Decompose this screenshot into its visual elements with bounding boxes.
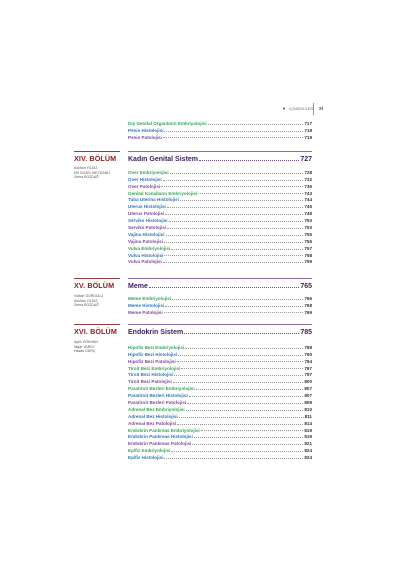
toc-entry-page: 824 bbox=[304, 455, 312, 461]
toc-entry[interactable] bbox=[128, 433, 312, 440]
toc-entry-label: Vulva Embriyolojisi bbox=[128, 245, 171, 251]
toc-entry-label: Paratiroit Bezleri Embriyolojisi bbox=[128, 386, 195, 392]
authors-16 bbox=[74, 340, 98, 354]
leader-dots bbox=[179, 417, 304, 418]
chapter-title-rule-15 bbox=[128, 278, 312, 279]
leader-dots bbox=[164, 255, 303, 256]
toc-entry-page: 807 bbox=[304, 393, 312, 399]
toc-entry-page: 719 bbox=[304, 134, 312, 140]
toc-entry-label: Genital Kanalların Embriyolojisi bbox=[128, 190, 198, 196]
toc-entry[interactable] bbox=[128, 412, 312, 419]
toc-entry[interactable] bbox=[128, 453, 312, 460]
toc-entry[interactable] bbox=[128, 426, 312, 433]
leader-dots bbox=[164, 242, 303, 243]
toc-entry-label: Adrenal Bez Histolojisi bbox=[128, 413, 178, 419]
pre-entry-list bbox=[128, 119, 312, 140]
leader-dots bbox=[180, 200, 303, 201]
leader-dots bbox=[184, 333, 299, 334]
leader-dots bbox=[166, 235, 304, 236]
toc-entry-page: 744 bbox=[304, 197, 312, 203]
toc-entry-page: 768 bbox=[304, 302, 312, 308]
toc-entry[interactable] bbox=[128, 230, 312, 237]
leader-dots bbox=[177, 361, 304, 362]
toc-entry[interactable] bbox=[128, 209, 312, 216]
toc-entry-page: 759 bbox=[304, 259, 312, 265]
toc-entry-label: Adrenal Bez Embriyolojisi bbox=[128, 406, 185, 412]
leader-dots bbox=[167, 207, 304, 208]
toc-entry-label: Tuba Uterina Histolojisi bbox=[128, 197, 179, 203]
authors-15 bbox=[74, 294, 103, 308]
author: Nigar VARDI bbox=[74, 344, 94, 349]
toc-entry-label: Paratiroit Bezleri Histolojisi bbox=[128, 393, 188, 399]
toc-entry[interactable] bbox=[128, 133, 312, 140]
toc-entry-label: Endokrin Pankreas Embriyolojisi bbox=[128, 427, 200, 433]
chapter-title-15[interactable] bbox=[128, 281, 312, 290]
toc-entry-label: Endokrin Pankreas Patolojisi bbox=[128, 441, 192, 447]
chapter-page: 727 bbox=[300, 156, 312, 163]
toc-entry-page: 790 bbox=[304, 351, 312, 357]
toc-entry-label: Vajina Patolojisi bbox=[128, 238, 163, 244]
toc-entry-page: 814 bbox=[304, 420, 312, 426]
leader-dots bbox=[164, 458, 303, 459]
chapter-entry-list-15 bbox=[128, 294, 312, 315]
leader-dots bbox=[187, 403, 303, 404]
toc-entry-label: Uterus Histolojisi bbox=[128, 204, 166, 210]
toc-entry-page: 758 bbox=[304, 252, 312, 258]
toc-entry[interactable] bbox=[128, 377, 312, 384]
leader-dots bbox=[194, 437, 303, 438]
chapter-page: 765 bbox=[300, 283, 312, 290]
author: Volkan GÜRGÜLÜ bbox=[74, 294, 103, 298]
page-header bbox=[282, 105, 382, 115]
header-divider bbox=[313, 103, 314, 115]
author: Aslıhan YILDIZ bbox=[74, 298, 98, 303]
toc-entry-label: Over Embriyolojisi bbox=[128, 169, 169, 175]
toc-entry[interactable] bbox=[128, 350, 312, 357]
chapter-number-14: XIV. BÖLÜM bbox=[74, 154, 117, 163]
chapter-entry-list-16 bbox=[128, 343, 312, 460]
toc-entry-label: Serviks Histolojisi bbox=[128, 218, 168, 224]
leader-dots bbox=[165, 214, 303, 215]
toc-entry-label: Penis Patolojisi bbox=[128, 134, 162, 140]
toc-entry-label: Vajina Histolojisi bbox=[128, 231, 165, 237]
toc-entry[interactable] bbox=[128, 364, 312, 371]
chapter-title-rule-14 bbox=[128, 151, 312, 152]
author: Hasan GÜRÇ bbox=[74, 349, 96, 354]
toc-entry-label: Meme Embriyolojisi bbox=[128, 295, 172, 301]
toc-entry-page: 794 bbox=[304, 358, 312, 364]
toc-entry[interactable] bbox=[128, 126, 312, 133]
chapter-page: 785 bbox=[300, 329, 312, 336]
author: Aytin GÖKHAN bbox=[74, 340, 98, 344]
toc-entry-label: Dış Genital Organların Embriyolojisi bbox=[128, 120, 207, 126]
toc-entry[interactable] bbox=[128, 294, 312, 301]
leader-dots bbox=[208, 124, 304, 125]
toc-entry-page: 821 bbox=[304, 441, 312, 447]
leader-dots bbox=[164, 131, 303, 132]
leader-dots bbox=[163, 137, 303, 138]
chapter-title-label: Kadın Genital Sistem bbox=[128, 156, 199, 163]
chapter-entry-list-14 bbox=[128, 168, 312, 264]
leader-dots bbox=[199, 160, 299, 161]
toc-entry-page: 797 bbox=[304, 372, 312, 378]
toc-entry-label: Endokrin Pankreas Histolojisi bbox=[128, 434, 193, 440]
toc-entry[interactable] bbox=[128, 251, 312, 258]
toc-entry-page: 718 bbox=[304, 127, 312, 133]
header-title: İÇİNDEKİLER bbox=[289, 106, 314, 111]
toc-entry-page: 769 bbox=[304, 309, 312, 315]
author: Aslıhan YILDIZ bbox=[74, 166, 98, 170]
toc-entry-page: 753 bbox=[304, 218, 312, 224]
toc-entry-page: 824 bbox=[304, 448, 312, 454]
toc-entry-page: 819 bbox=[304, 427, 312, 433]
toc-entry[interactable] bbox=[128, 175, 312, 182]
toc-entry[interactable] bbox=[128, 371, 312, 378]
leader-dots bbox=[174, 375, 303, 376]
toc-entry[interactable] bbox=[128, 223, 312, 230]
toc-entry-page: 717 bbox=[304, 120, 312, 126]
toc-entry[interactable] bbox=[128, 343, 312, 350]
toc-entry-label: Meme Histolojisi bbox=[128, 302, 165, 308]
toc-entry-page: 755 bbox=[304, 238, 312, 244]
toc-entry[interactable] bbox=[128, 391, 312, 398]
toc-entry-label: Tiroit Bezi Embriyolojisi bbox=[128, 365, 181, 371]
leader-dots bbox=[192, 444, 303, 445]
toc-entry[interactable] bbox=[128, 119, 312, 126]
chapter-rule-15 bbox=[74, 278, 120, 279]
leader-dots bbox=[185, 348, 303, 349]
toc-entry-label: Penis Histolojisi bbox=[128, 127, 164, 133]
author: Zehra BOZDAĞ bbox=[74, 175, 99, 180]
leader-dots bbox=[171, 249, 303, 250]
toc-entry[interactable] bbox=[128, 405, 312, 412]
leader-dots bbox=[161, 186, 303, 187]
toc-entry[interactable] bbox=[128, 419, 312, 426]
chapter-title-rule-16 bbox=[128, 324, 312, 325]
toc-entry[interactable] bbox=[128, 168, 312, 175]
leader-dots bbox=[177, 424, 303, 425]
toc-entry-page: 809 bbox=[304, 400, 312, 406]
toc-entry-page: 807 bbox=[304, 386, 312, 392]
toc-entry-label: Paratiroit Bezleri Patolojisi bbox=[128, 400, 187, 406]
authors-14 bbox=[74, 166, 110, 180]
leader-dots bbox=[163, 262, 304, 263]
leader-dots bbox=[149, 287, 299, 288]
toc-entry[interactable] bbox=[128, 189, 312, 196]
toc-entry[interactable] bbox=[128, 237, 312, 244]
toc-entry-label: Uterus Patolojisi bbox=[128, 211, 165, 217]
chapter-rule-14 bbox=[74, 151, 120, 152]
leader-dots bbox=[189, 396, 304, 397]
toc-entry-label: Vulva Patolojisi bbox=[128, 259, 162, 265]
chapter-title-16[interactable] bbox=[128, 327, 312, 336]
toc-entry[interactable] bbox=[128, 446, 312, 453]
toc-entry-label: Epifiz Histolojisi bbox=[128, 455, 164, 461]
toc-entry-label: Hipofiz Bezi Histolojisi bbox=[128, 351, 178, 357]
author: Elif GÜZEL MEYDANLI bbox=[74, 170, 111, 175]
leader-dots bbox=[178, 355, 303, 356]
toc-entry-page: 797 bbox=[304, 365, 312, 371]
leader-dots bbox=[196, 389, 304, 390]
chapter-title-14[interactable] bbox=[128, 154, 312, 163]
toc-entry-page: 766 bbox=[304, 295, 312, 301]
toc-entry[interactable] bbox=[128, 182, 312, 189]
toc-entry-label: Vulva Histolojisi bbox=[128, 252, 164, 258]
toc-entry-page: 800 bbox=[304, 379, 312, 385]
toc-entry-page: 755 bbox=[304, 231, 312, 237]
chapter-title-label: Meme bbox=[128, 283, 148, 290]
chapter-rule-16 bbox=[74, 324, 120, 325]
author: Zehra BOZDAĞ bbox=[74, 303, 99, 308]
toc-entry-page: 811 bbox=[304, 413, 312, 419]
leader-dots bbox=[201, 430, 304, 431]
chapter-number-15: XV. BÖLÜM bbox=[74, 281, 115, 290]
toc-entry[interactable] bbox=[128, 308, 312, 315]
toc-entry-page: 743 bbox=[304, 190, 312, 196]
leader-dots bbox=[170, 173, 304, 174]
toc-entry[interactable] bbox=[128, 398, 312, 405]
toc-entry-page: 810 bbox=[304, 406, 312, 412]
leader-dots bbox=[169, 221, 304, 222]
toc-entry-label: Over Histolojisi bbox=[128, 176, 162, 182]
toc-entry[interactable] bbox=[128, 244, 312, 251]
triangle-icon: ▼ bbox=[282, 106, 286, 111]
leader-dots bbox=[198, 193, 303, 194]
toc-entry-label: Hipofiz Bezi Embriyolojisi bbox=[128, 344, 185, 350]
toc-entry-page: 753 bbox=[304, 225, 312, 231]
toc-entry-page: 736 bbox=[304, 183, 312, 189]
toc-entry[interactable] bbox=[128, 196, 312, 203]
toc-entry-label: Tiroit Bezi Histolojisi bbox=[128, 372, 174, 378]
toc-entry[interactable] bbox=[128, 357, 312, 364]
toc-entry-label: Epifiz Embriyolojisi bbox=[128, 448, 171, 454]
toc-entry-page: 748 bbox=[304, 211, 312, 217]
leader-dots bbox=[165, 306, 303, 307]
chapter-title-label: Endokrin Sistem bbox=[128, 329, 184, 336]
toc-entry-label: Tiroit Bezi Patolojisi bbox=[128, 379, 172, 385]
toc-entry-label: Adrenal Bez Patolojisi bbox=[128, 420, 177, 426]
toc-entry[interactable] bbox=[128, 202, 312, 209]
leader-dots bbox=[164, 312, 304, 313]
toc-entry[interactable] bbox=[128, 439, 312, 446]
toc-entry[interactable] bbox=[128, 216, 312, 223]
toc-entry[interactable] bbox=[128, 301, 312, 308]
toc-entry-page: 819 bbox=[304, 434, 312, 440]
leader-dots bbox=[171, 451, 303, 452]
toc-entry[interactable] bbox=[128, 384, 312, 391]
toc-entry-page: 745 bbox=[304, 204, 312, 210]
toc-entry-label: Hipofiz Bezi Patolojisi bbox=[128, 358, 176, 364]
toc-entry-page: 732 bbox=[304, 176, 312, 182]
leader-dots bbox=[181, 368, 303, 369]
toc-entry-page: 788 bbox=[304, 344, 312, 350]
leader-dots bbox=[167, 228, 303, 229]
leader-dots bbox=[172, 299, 303, 300]
leader-dots bbox=[186, 410, 304, 411]
toc-entry-label: Serviks Patolojisi bbox=[128, 225, 167, 231]
leader-dots bbox=[173, 382, 304, 383]
leader-dots bbox=[163, 180, 304, 181]
toc-entry[interactable] bbox=[128, 258, 312, 265]
toc-entry-label: Meme Patolojisi bbox=[128, 309, 163, 315]
page-number: xi bbox=[319, 105, 324, 112]
toc-entry-page: 757 bbox=[304, 245, 312, 251]
toc-entry-page: 728 bbox=[304, 169, 312, 175]
chapter-number-16: XVI. BÖLÜM bbox=[74, 327, 117, 336]
toc-entry-label: Over Patolojisi bbox=[128, 183, 161, 189]
